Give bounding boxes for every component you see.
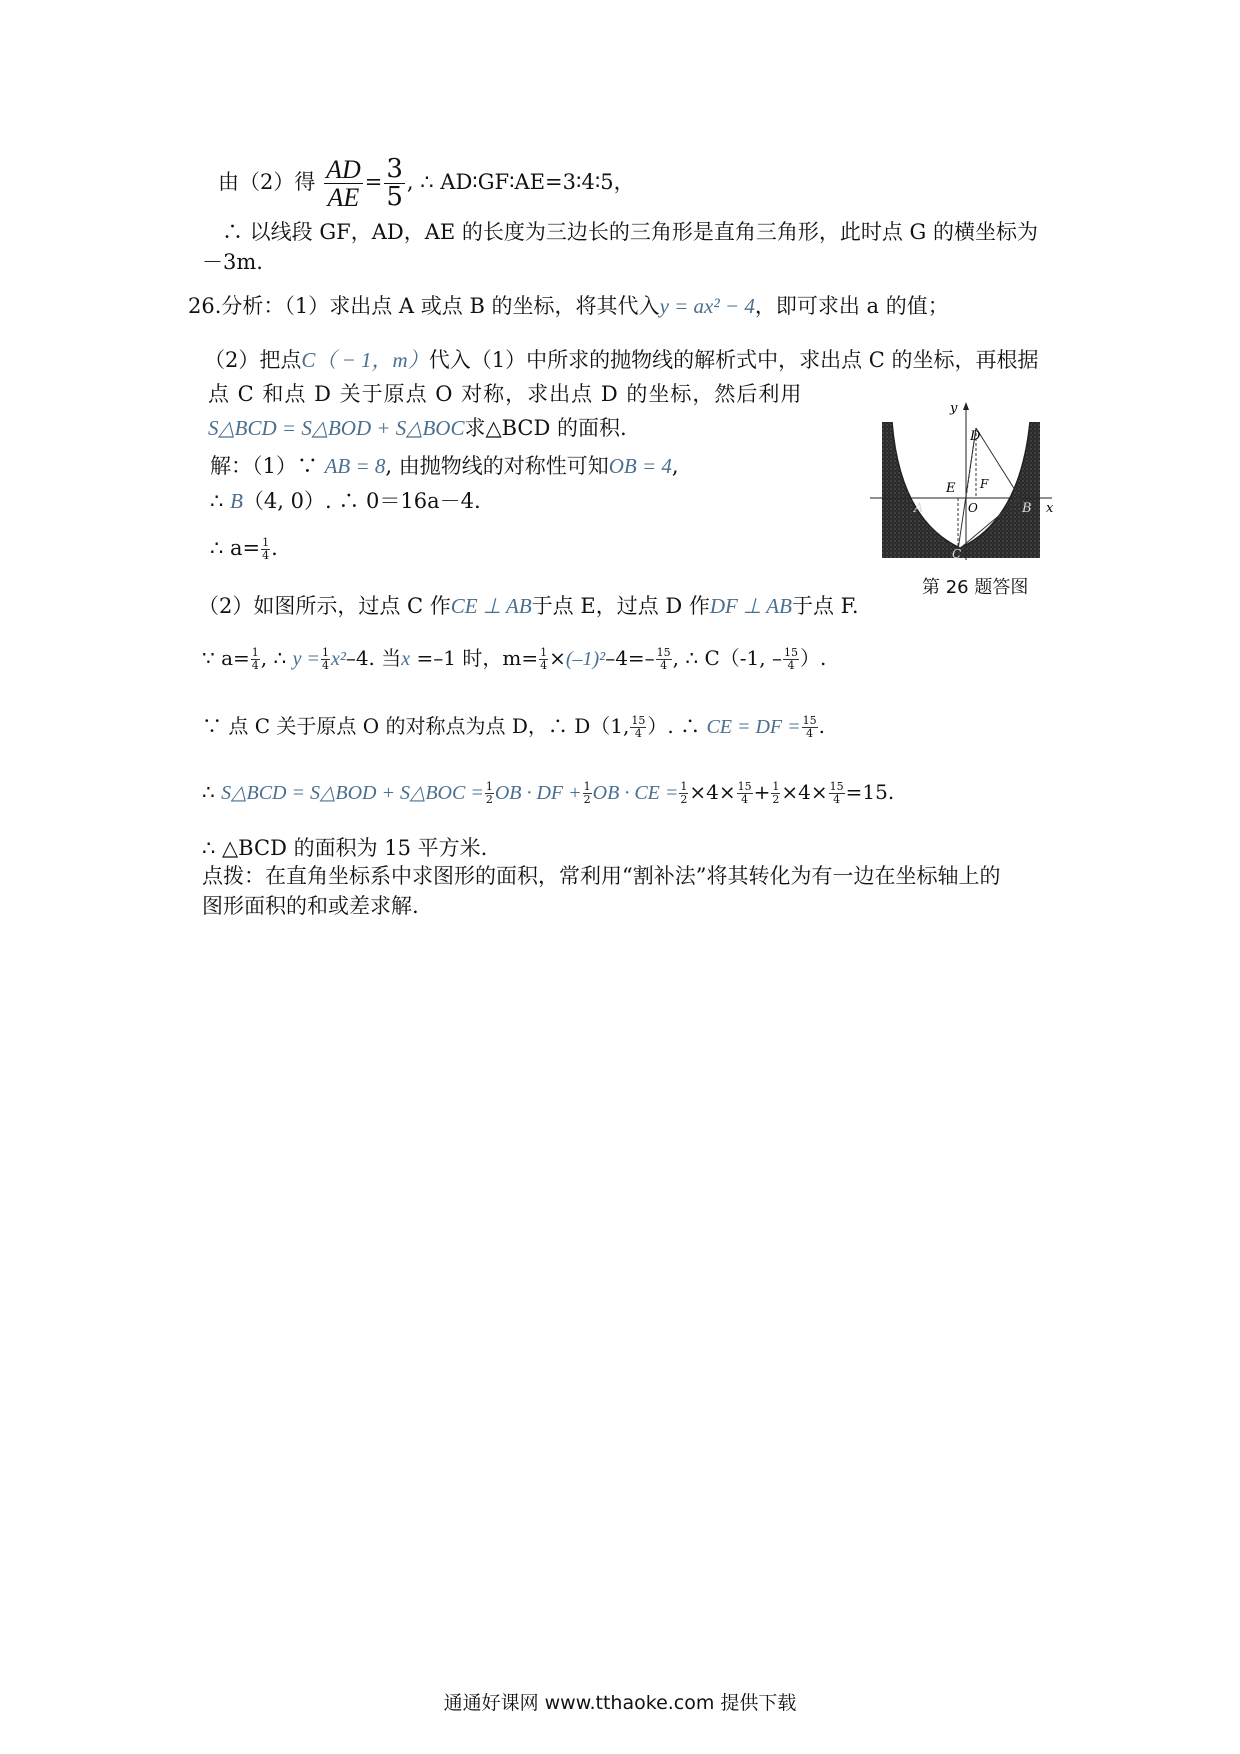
line-solution-m: ∵ a= $\frac{1}{4}$ , ∴ y = $\frac{1}{4}$ x²–4. 当x =–1 时，m= $\frac{1}{4}$ ×(–1)²–4=– $\frac{15}{4}$ , ∴ C（-1, – $\frac{15}{4}$ ）.	[202, 646, 827, 672]
line-26-analysis-4: S△BCD = S△BOD + S△BOC求△BCD 的面积.	[208, 416, 627, 440]
fraction-3-5: $\frac{3}{5}$	[386, 153, 403, 212]
line-solution-b: ∴ B（4, 0）. ∴ 0＝16a－4.	[210, 489, 481, 513]
fraction-ad-ae: $\frac{AD}{AE}$	[326, 154, 361, 212]
shaded-region	[882, 422, 1040, 558]
line-right-triangle: ∴ 以线段 GF，AD，AE 的长度为三边长的三角形是直角三角形，此时点 G 的横坐标为	[222, 220, 1038, 244]
label-x: x	[1046, 501, 1054, 516]
page-footer: 通通好课网 www.tthaoke.com 提供下载	[443, 1692, 797, 1714]
label-c: C	[952, 547, 962, 561]
line-ratio: 由（2）得 $\frac{AD}{AE}$ = $\frac{3}{5}$ , ∴ AD∶GF∶AE=3∶4∶5，	[218, 153, 635, 212]
line-tip-1: 点拨：在直角坐标系中求图形的面积，常利用“割补法”将其转化为有一边在坐标轴上的	[202, 864, 1001, 888]
figure-caption: 第 26 题答图	[922, 577, 1029, 598]
line-26-analysis-3: 点 C 和点 D 关于原点 O 对称，求出点 D 的坐标，然后利用	[208, 382, 803, 406]
line-tip-2: 图形面积的和或差求解.	[202, 894, 419, 918]
label-d: D	[970, 429, 981, 444]
line-solution-a: ∴ a= $\frac{1}{4}$ .	[210, 536, 278, 562]
line-solution-area: ∴ S△BCD = S△BOD + S△BOC = $\frac{1}{2}$ OB · DF + $\frac{1}{2}$ OB · CE = $\frac{1}{2}$ ×4× $\frac{15}{4}$ + $\frac{1}{2}$ ×4× $\frac{15}{4}$ =15.	[202, 780, 895, 806]
label-e: E	[946, 481, 956, 496]
line-26-analysis-2: （2）把点C（ − 1，m）代入（1）中所求的抛物线的解析式中，求出点 C 的坐标，再根据	[204, 348, 1039, 372]
line-26-analysis-1: 26.分析：（1）求出点 A 或点 B 的坐标，将其代入y = ax² − 4，即可求出 a 的值；	[188, 294, 949, 318]
label-o: O	[968, 501, 978, 515]
line-solution-2: （2）如图所示，过点 C 作CE ⊥ AB于点 E，过点 D 作DF ⊥ AB于点 F.	[198, 594, 859, 618]
label-b: B	[1022, 501, 1032, 516]
y-axis-arrow	[963, 402, 969, 410]
line-solution-1: 解：（1）∵ AB = 8, 由抛物线的对称性可知OB = 4,	[210, 454, 679, 478]
label-f: F	[980, 477, 989, 491]
fraction-1-4: $\frac{1}{4}$	[262, 536, 270, 562]
label-a: A	[914, 501, 924, 516]
label-y: y	[950, 401, 958, 416]
line-g-coordinate: －3m.	[202, 250, 263, 274]
line-conclusion: ∴ △BCD 的面积为 15 平方米.	[202, 836, 488, 860]
line-solution-d: ∵ 点 C 关于原点 O 的对称点为点 D，∴ D（1, $\frac{15}{4}$ ）. ∴ CE = DF = $\frac{15}{4}$ .	[202, 714, 826, 740]
